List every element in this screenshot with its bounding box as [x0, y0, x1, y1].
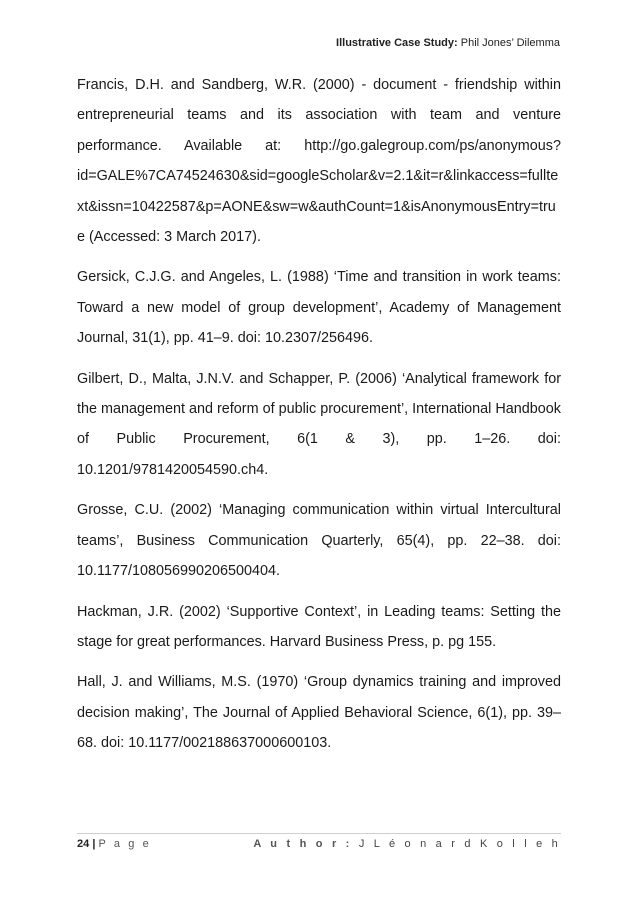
author-name: J L é o n a r d K o l l e h	[358, 838, 561, 850]
reference-entry: Grosse, C.U. (2002) ‘Managing communication within virtual Intercultural teams’, Business Communication Quarterly, 65(4), pp. 22–38. doi: 10.1177/108056990206500404.	[77, 502, 561, 580]
header-title: Phil Jones’ Dilemma	[460, 37, 560, 49]
page-number: 24	[77, 838, 90, 850]
author-label: A u t h o r :	[253, 838, 353, 850]
page-label: P a g e	[98, 838, 152, 850]
author-credit	[253, 838, 561, 850]
header-label: Illustrative Case Study:	[336, 37, 458, 49]
running-header	[336, 37, 560, 49]
reference-entry: Hackman, J.R. (2002) ‘Supportive Context’, in Leading teams: Setting the stage for great performances. Harvard Business Press, p. pg 155.	[77, 603, 561, 650]
reference-entry: Francis, D.H. and Sandberg, W.R. (2000) - document - friendship within entrepreneurial teams and its association with team and venture performance. Available at: http://go.galegroup.com/ps/anonymous?id=GALE%7CA74524630&sid=googleScholar&v=2.1&it=r&linkaccess=fulltext&issn=10422587&p=AONE&sw=w&authCount=1&isAnonymousEntry=true (Accessed: 3 March 2017).	[77, 77, 561, 246]
reference-entry: Gilbert, D., Malta, J.N.V. and Schapper, P. (2006) ‘Analytical framework for the management and reform of public procurement’, International Handbook of Public Procurement, 6(1 & 3), pp. 1–26. doi: 10.1201/9781420054590.ch4.	[77, 370, 561, 478]
page-separator: |	[92, 838, 96, 850]
reference-entry: Hall, J. and Williams, M.S. (1970) ‘Group dynamics training and improved decision making’, The Journal of Applied Behavioral Science, 6(1), pp. 39–68. doi: 10.1177/002188637000600103.	[77, 674, 561, 752]
footer-divider	[77, 833, 561, 834]
page-indicator	[77, 838, 151, 850]
reference-entry: Gersick, C.J.G. and Angeles, L. (1988) ‘Time and transition in work teams: Toward a new model of group development’, Academy of Management Journal, 31(1), pp. 41–9. doi: 10.2307/256496.	[77, 269, 561, 347]
reference-list	[77, 70, 561, 769]
